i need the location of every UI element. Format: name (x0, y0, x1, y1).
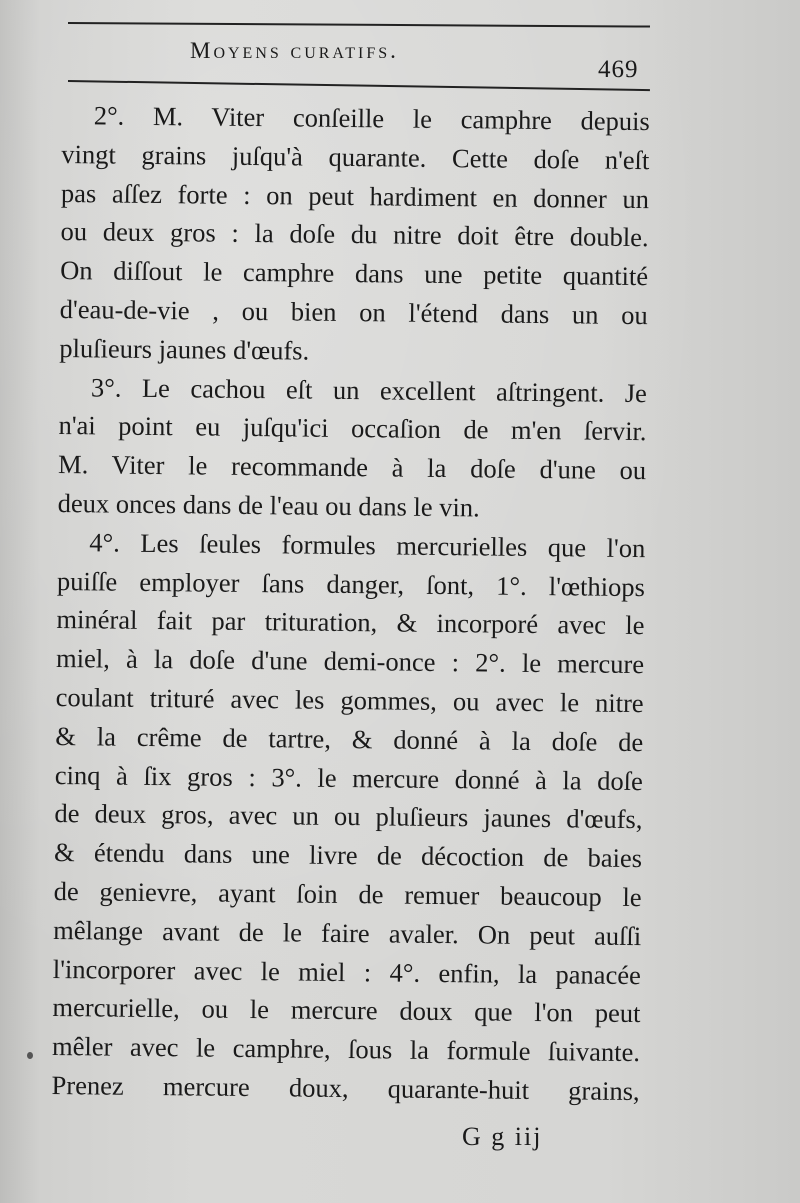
running-title: Moyens curatifs. (190, 38, 399, 63)
text-line: Prenez mercure doux, quarante-huit grains, (51, 1069, 640, 1107)
text-line: M. Viter le recommande à la doſe d'une ou (57, 449, 647, 486)
text-line: deux onces dans de l'eau ou dans le vin. (57, 487, 480, 523)
header-top-rule (68, 22, 650, 28)
text-line: minéral fait par trituration, & incorporé avec le (56, 604, 645, 641)
text-line: vingt grains juſqu'à quarante. Cette doſe n'eſt (61, 138, 650, 175)
text-line: de deux gros, avec un ou pluſieurs jaunes d'œufs, (54, 798, 643, 835)
text-line: 2°. M. Viter conſeille le camphre depuis (93, 100, 650, 137)
text-line: pas aſſez forte : on peut hardiment en donner un (60, 177, 650, 214)
text-line: ou deux gros : la doſe du nitre doit être double. (60, 216, 649, 253)
text-line: puiſſe employer ſans danger, ſont, 1°. l'œthiops (56, 565, 646, 602)
header-bottom-rule (68, 80, 650, 91)
text-line: mêler avec le camphre, ſous la formule ſuivante. (51, 1031, 641, 1068)
signature-mark: G g iij (462, 1122, 543, 1151)
text-line: & étendu dans une livre de décoction de baies (53, 837, 643, 874)
text-line: 3°. Le cachou eſt un excellent aſtringent. Je (90, 371, 648, 408)
page-number: 469 (598, 56, 639, 83)
text-line: de genievre, ayant ſoin de remuer beaucoup le (53, 875, 642, 913)
text-line: l'incorporer avec le miel : 4°. enfin, la panacée (52, 953, 641, 990)
text-line: 4°. Les ſeules formules mercurielles que l'on (89, 527, 646, 563)
text-line: pluſieurs jaunes d'œufs. (59, 332, 310, 366)
paper-speck (27, 1052, 33, 1059)
text-line: n'ai point eu juſqu'ici occaſion de m'en ſervir. (58, 410, 647, 447)
text-line: & la crême de tartre, & donné à la doſe de (55, 720, 644, 757)
text-line: d'eau-de-vie , ou bien on l'étend dans un ou (59, 293, 648, 331)
text-line: On diſſout le camphre dans une petite quantité (60, 255, 649, 292)
body-text (51, 96, 650, 1111)
text-line: coulant trituré avec les gommes, ou avec le nitre (55, 681, 644, 719)
text-line: cinq à ſix gros : 3°. le mercure donné à la doſe (54, 759, 644, 796)
text-line: mercurielle, ou le mercure doux que l'on peut (52, 992, 641, 1029)
text-line: mêlange avant de le faire avaler. On peut auſſi (53, 914, 642, 951)
text-line: miel, à la doſe d'une demi-once : 2°. le mercure (55, 643, 645, 680)
